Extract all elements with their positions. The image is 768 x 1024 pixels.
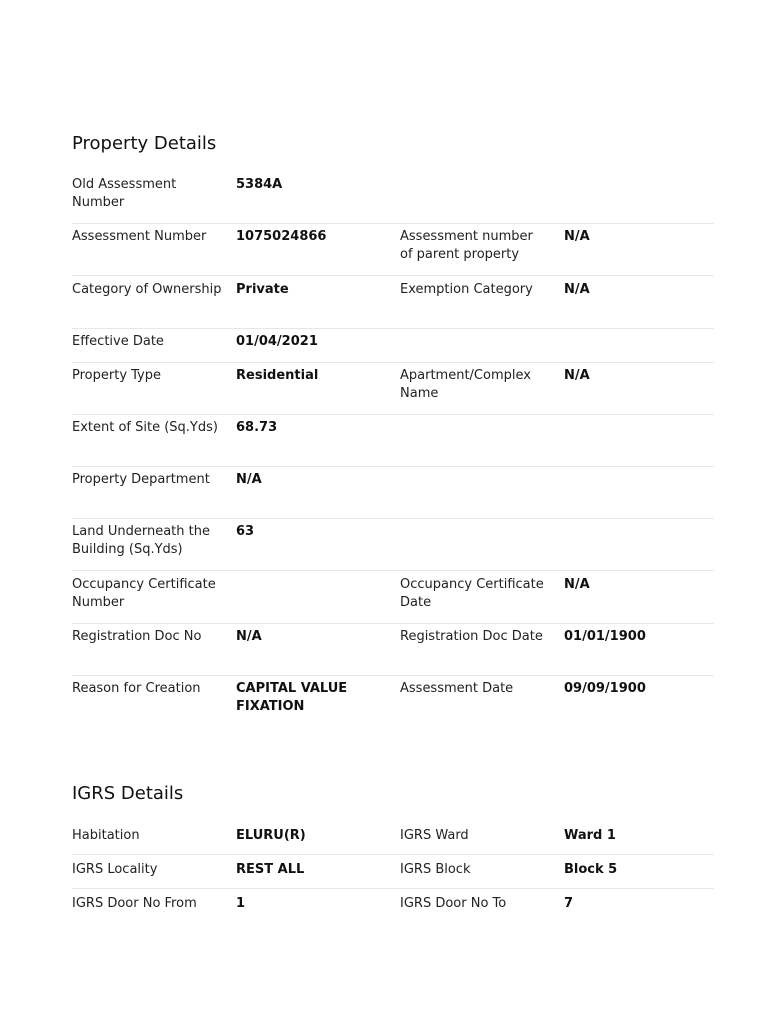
category-of-ownership-value: Private: [236, 282, 289, 297]
igrs-details-section: [72, 782, 714, 911]
igrs-door-no-to-label: IGRS Door No To: [400, 896, 507, 911]
property-department-value: N/A: [236, 472, 262, 487]
igrs-block-label: IGRS Block: [400, 862, 471, 877]
reason-for-creation-label: Reason for Creation: [72, 681, 201, 696]
registration-doc-date-value: 01/01/1900: [564, 629, 646, 644]
igrs-ward-value: Ward 1: [564, 828, 616, 843]
assessment-number-value: 1075024866: [236, 229, 327, 244]
effective-date-value: 01/04/2021: [236, 334, 318, 349]
occupancy-certificate-date-value: N/A: [564, 577, 590, 592]
registration-doc-no-label: Registration Doc No: [72, 629, 202, 644]
extent-of-site-value: 68.73: [236, 420, 278, 435]
table-row: [72, 628, 714, 676]
table-row: [72, 471, 714, 519]
property-type-value: Residential: [236, 368, 319, 383]
table-row: [72, 523, 714, 571]
table-row: [72, 367, 714, 415]
igrs-door-no-from-value: 1: [236, 896, 246, 911]
table-row: [72, 895, 714, 923]
apartment-complex-name-label: Apartment/Complex Name: [400, 368, 531, 401]
table-row: [72, 281, 714, 329]
registration-doc-no-value: N/A: [236, 629, 262, 644]
igrs-block-value: Block 5: [564, 862, 618, 877]
igrs-door-no-from-label: IGRS Door No From: [72, 896, 197, 911]
table-row: [72, 176, 714, 224]
exemption-category-value: N/A: [564, 282, 590, 297]
property-type-label: Property Type: [72, 368, 162, 383]
parent-assessment-number-value: N/A: [564, 229, 590, 244]
apartment-complex-name-value: N/A: [564, 368, 590, 383]
table-row: [72, 576, 714, 624]
assessment-number-label: Assessment Number: [72, 229, 207, 244]
assessment-date-label: Assessment Date: [400, 681, 514, 696]
category-of-ownership-label: Category of Ownership: [72, 282, 222, 297]
igrs-door-no-to-value: 7: [564, 896, 574, 911]
reason-for-creation-value: CAPITAL VALUE FIXATION: [236, 681, 348, 714]
table-row: [72, 680, 714, 728]
old-assessment-number-value: 5384A: [236, 177, 283, 192]
igrs-details-title: IGRS Details: [72, 783, 184, 804]
occupancy-certificate-number-label: Occupancy Certificate Number: [72, 577, 216, 610]
table-row: [72, 228, 714, 276]
habitation-label: Habitation: [72, 828, 140, 843]
table-row: [72, 827, 714, 855]
land-underneath-building-value: 63: [236, 524, 255, 539]
exemption-category-label: Exemption Category: [400, 282, 533, 297]
old-assessment-number-label: Old Assessment Number: [72, 177, 177, 210]
table-row: [72, 419, 714, 467]
assessment-date-value: 09/09/1900: [564, 681, 646, 696]
property-department-label: Property Department: [72, 472, 210, 487]
table-row: [72, 861, 714, 889]
habitation-value: ELURU(R): [236, 828, 306, 843]
extent-of-site-label: Extent of Site (Sq.Yds): [72, 420, 218, 435]
igrs-locality-label: IGRS Locality: [72, 862, 158, 877]
registration-doc-date-label: Registration Doc Date: [400, 629, 543, 644]
igrs-ward-label: IGRS Ward: [400, 828, 469, 843]
land-underneath-building-label: Land Underneath the Building (Sq.Yds): [72, 524, 210, 557]
effective-date-label: Effective Date: [72, 334, 164, 349]
occupancy-certificate-date-label: Occupancy Certificate Date: [400, 577, 544, 610]
table-row: [72, 333, 714, 363]
igrs-locality-value: REST ALL: [236, 862, 305, 877]
property-details-title: Property Details: [72, 133, 217, 154]
property-details-section: [72, 132, 714, 714]
parent-assessment-number-label: Assessment number of parent property: [400, 229, 533, 262]
